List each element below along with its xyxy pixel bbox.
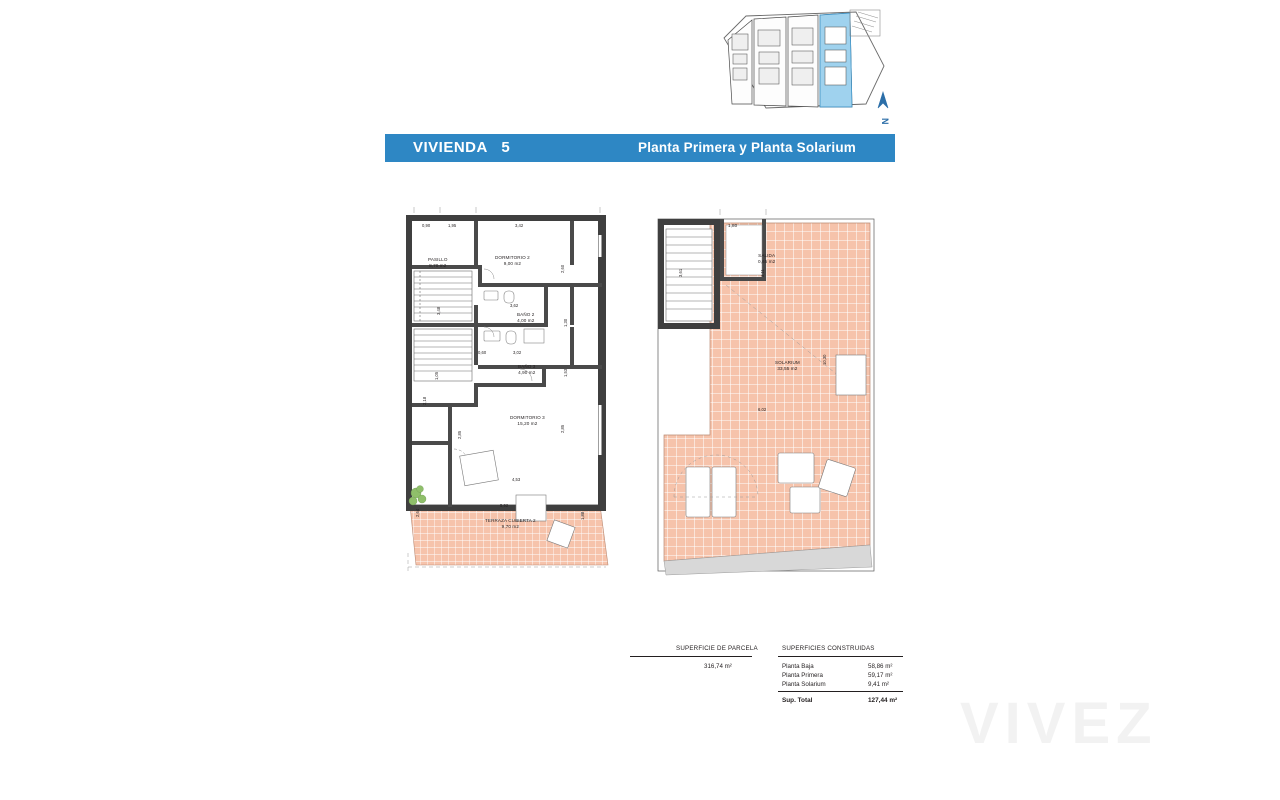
parcel-rule [630,656,752,657]
row-label-planta-solarium: Planta Solarium [782,681,826,688]
unit-label: VIVIENDA [413,139,488,156]
dim-1-30: 1,30 [563,318,568,327]
dim-2-18: 2,18 [422,396,427,405]
built-total-rule [778,691,903,692]
room-label-salida: SALIDA 0,65 m2 [758,253,776,264]
row-value-planta-primera: 59,17 m² [868,672,893,679]
dim-5-92: 5,92 [500,503,509,508]
unit-title [413,139,510,156]
dim-3-42: 3,42 [515,223,524,228]
dim-0-60: 0,60 [478,350,487,355]
watermark: VIVEZ [960,691,1158,756]
svg-text:N: N [880,118,890,125]
total-value: 127,44 m² [868,697,898,704]
room-label-bano2: BAÑO 2 4,00 m2 [517,312,535,323]
built-header: SUPERFICIES CONSTRUIDAS [782,645,875,652]
built-rule [778,656,903,657]
row-value-planta-solarium: 9,41 m² [868,681,889,688]
parcel-value: 316,74 m² [704,663,732,670]
dim-1-88: 1,88 [580,511,585,520]
title-bar [385,134,895,162]
row-label-planta-baja: Planta Baja [782,663,814,670]
site-key-plan [706,8,896,125]
dim-2-85-b: 2,85 [560,424,565,433]
dim-3-62: 3,62 [510,303,519,308]
row-value-planta-baja: 58,86 m² [868,663,893,670]
dim-1-05: 1,05 [434,371,439,380]
room-label-dormitorio2: DORMITORIO 2 9,00 m2 [495,255,530,266]
total-label: Sup. Total [782,697,813,704]
dim-3-02: 3,02 [513,350,522,355]
row-label-planta-primera: Planta Primera [782,672,823,679]
dim-2-60: 2,60 [560,264,565,273]
dim-6-02: 6,02 [758,407,767,412]
dim-1-95: 1,95 [448,223,457,228]
dim-3-48: 3,48 [436,306,441,315]
room-label-solarium: SOLARIUM 33,55 m2 [775,360,800,371]
dim-1-80: 1,80 [728,223,738,228]
dim-10-30: 10,30 [822,354,827,365]
floors-title: Planta Primera y Planta Solarium [638,140,856,155]
dim-2-64: 2,64 [415,508,420,517]
surfaces-summary [630,645,920,715]
dim-3-11: 3,11 [760,269,765,277]
planta-solarium-drawing [650,205,890,580]
dim-0-90: 0,90 [422,223,431,228]
room-label-dormitorio3: DORMITORIO 3 15,20 m2 [510,415,545,426]
dim-4-53: 4,53 [512,477,521,482]
dim-1-53: 1,53 [563,368,568,377]
room-label-bano3: BAÑO 3 4,90 m2 [518,364,536,375]
planta-primera-drawing [400,205,630,580]
room-label-terraza-cubierta2: TERRAZA CUBIERTA 2 9,70 m2 [485,518,536,529]
room-label-pasillo: PASILLO 8,70 m2 [428,257,448,268]
dim-3-61: 3,61 [678,268,683,277]
unit-number: 5 [501,139,511,156]
parcel-header: SUPERFICIE DE PARCELA [676,645,758,652]
dim-2-85-a: 2,85 [457,430,462,439]
